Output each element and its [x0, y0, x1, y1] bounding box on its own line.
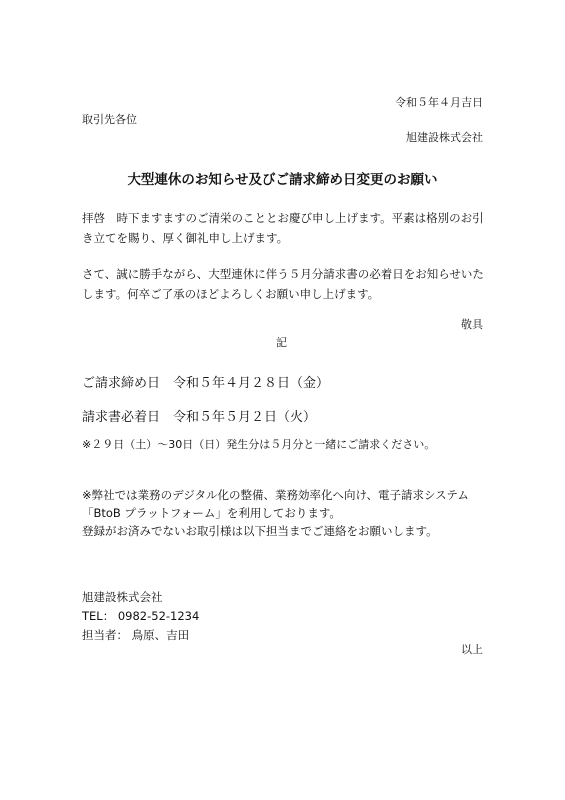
- end-word: 以上: [461, 643, 483, 656]
- billing-deadline: ご請求締め日 令和５年４月２８日（金）: [82, 376, 330, 391]
- body-line: さて、誠に勝手ながら、大型連休に伴う５月分請求書の必着日をお知らせいた: [82, 267, 484, 281]
- digital-notice: [82, 486, 492, 540]
- closing-word: 敬具: [461, 318, 483, 331]
- digital-notice-line: ※弊社では業務のデジタル化の整備、業務効率化へ向け、電子請求システム: [82, 488, 469, 502]
- greeting-line: き立てを賜り、厚く御礼申し上げます。: [82, 231, 289, 245]
- greeting-line: 拝啓 時下ますますのご清栄のこととお慶び申し上げます。平素は格別のお引: [82, 211, 484, 225]
- recipient: 取引先各位: [82, 113, 137, 126]
- body-line: します。何卒ご了承のほどよろしくお願い申し上げます。: [82, 287, 380, 301]
- sender-company: 旭建設株式会社: [406, 131, 483, 144]
- contact-tel: TEL： 0982-52-1234: [82, 609, 200, 623]
- contact-block: [82, 588, 492, 645]
- ki-label: 記: [276, 336, 287, 349]
- contact-company: 旭建設株式会社: [82, 590, 163, 604]
- document-title: 大型連休のお知らせ及びご請求締め日変更のお願い: [127, 172, 438, 188]
- contact-person: 担当者： 鳥原、吉田: [82, 628, 190, 642]
- invoice-arrival-date: 請求書必着日 令和５年５月２日（火）: [82, 410, 317, 425]
- digital-notice-line: 「BtoB プラットフォーム」を利用しております。: [82, 506, 341, 520]
- greeting-paragraph: [82, 208, 492, 248]
- billing-note: ※２９日（土）～30日（日）発生分は５月分と一緒にご請求ください。: [82, 438, 436, 451]
- digital-notice-line: 登録がお済みでないお取引様は以下担当までご連絡をお願いします。: [82, 524, 438, 538]
- body-paragraph: [82, 264, 492, 304]
- document-date: 令和５年４月吉日: [395, 96, 483, 109]
